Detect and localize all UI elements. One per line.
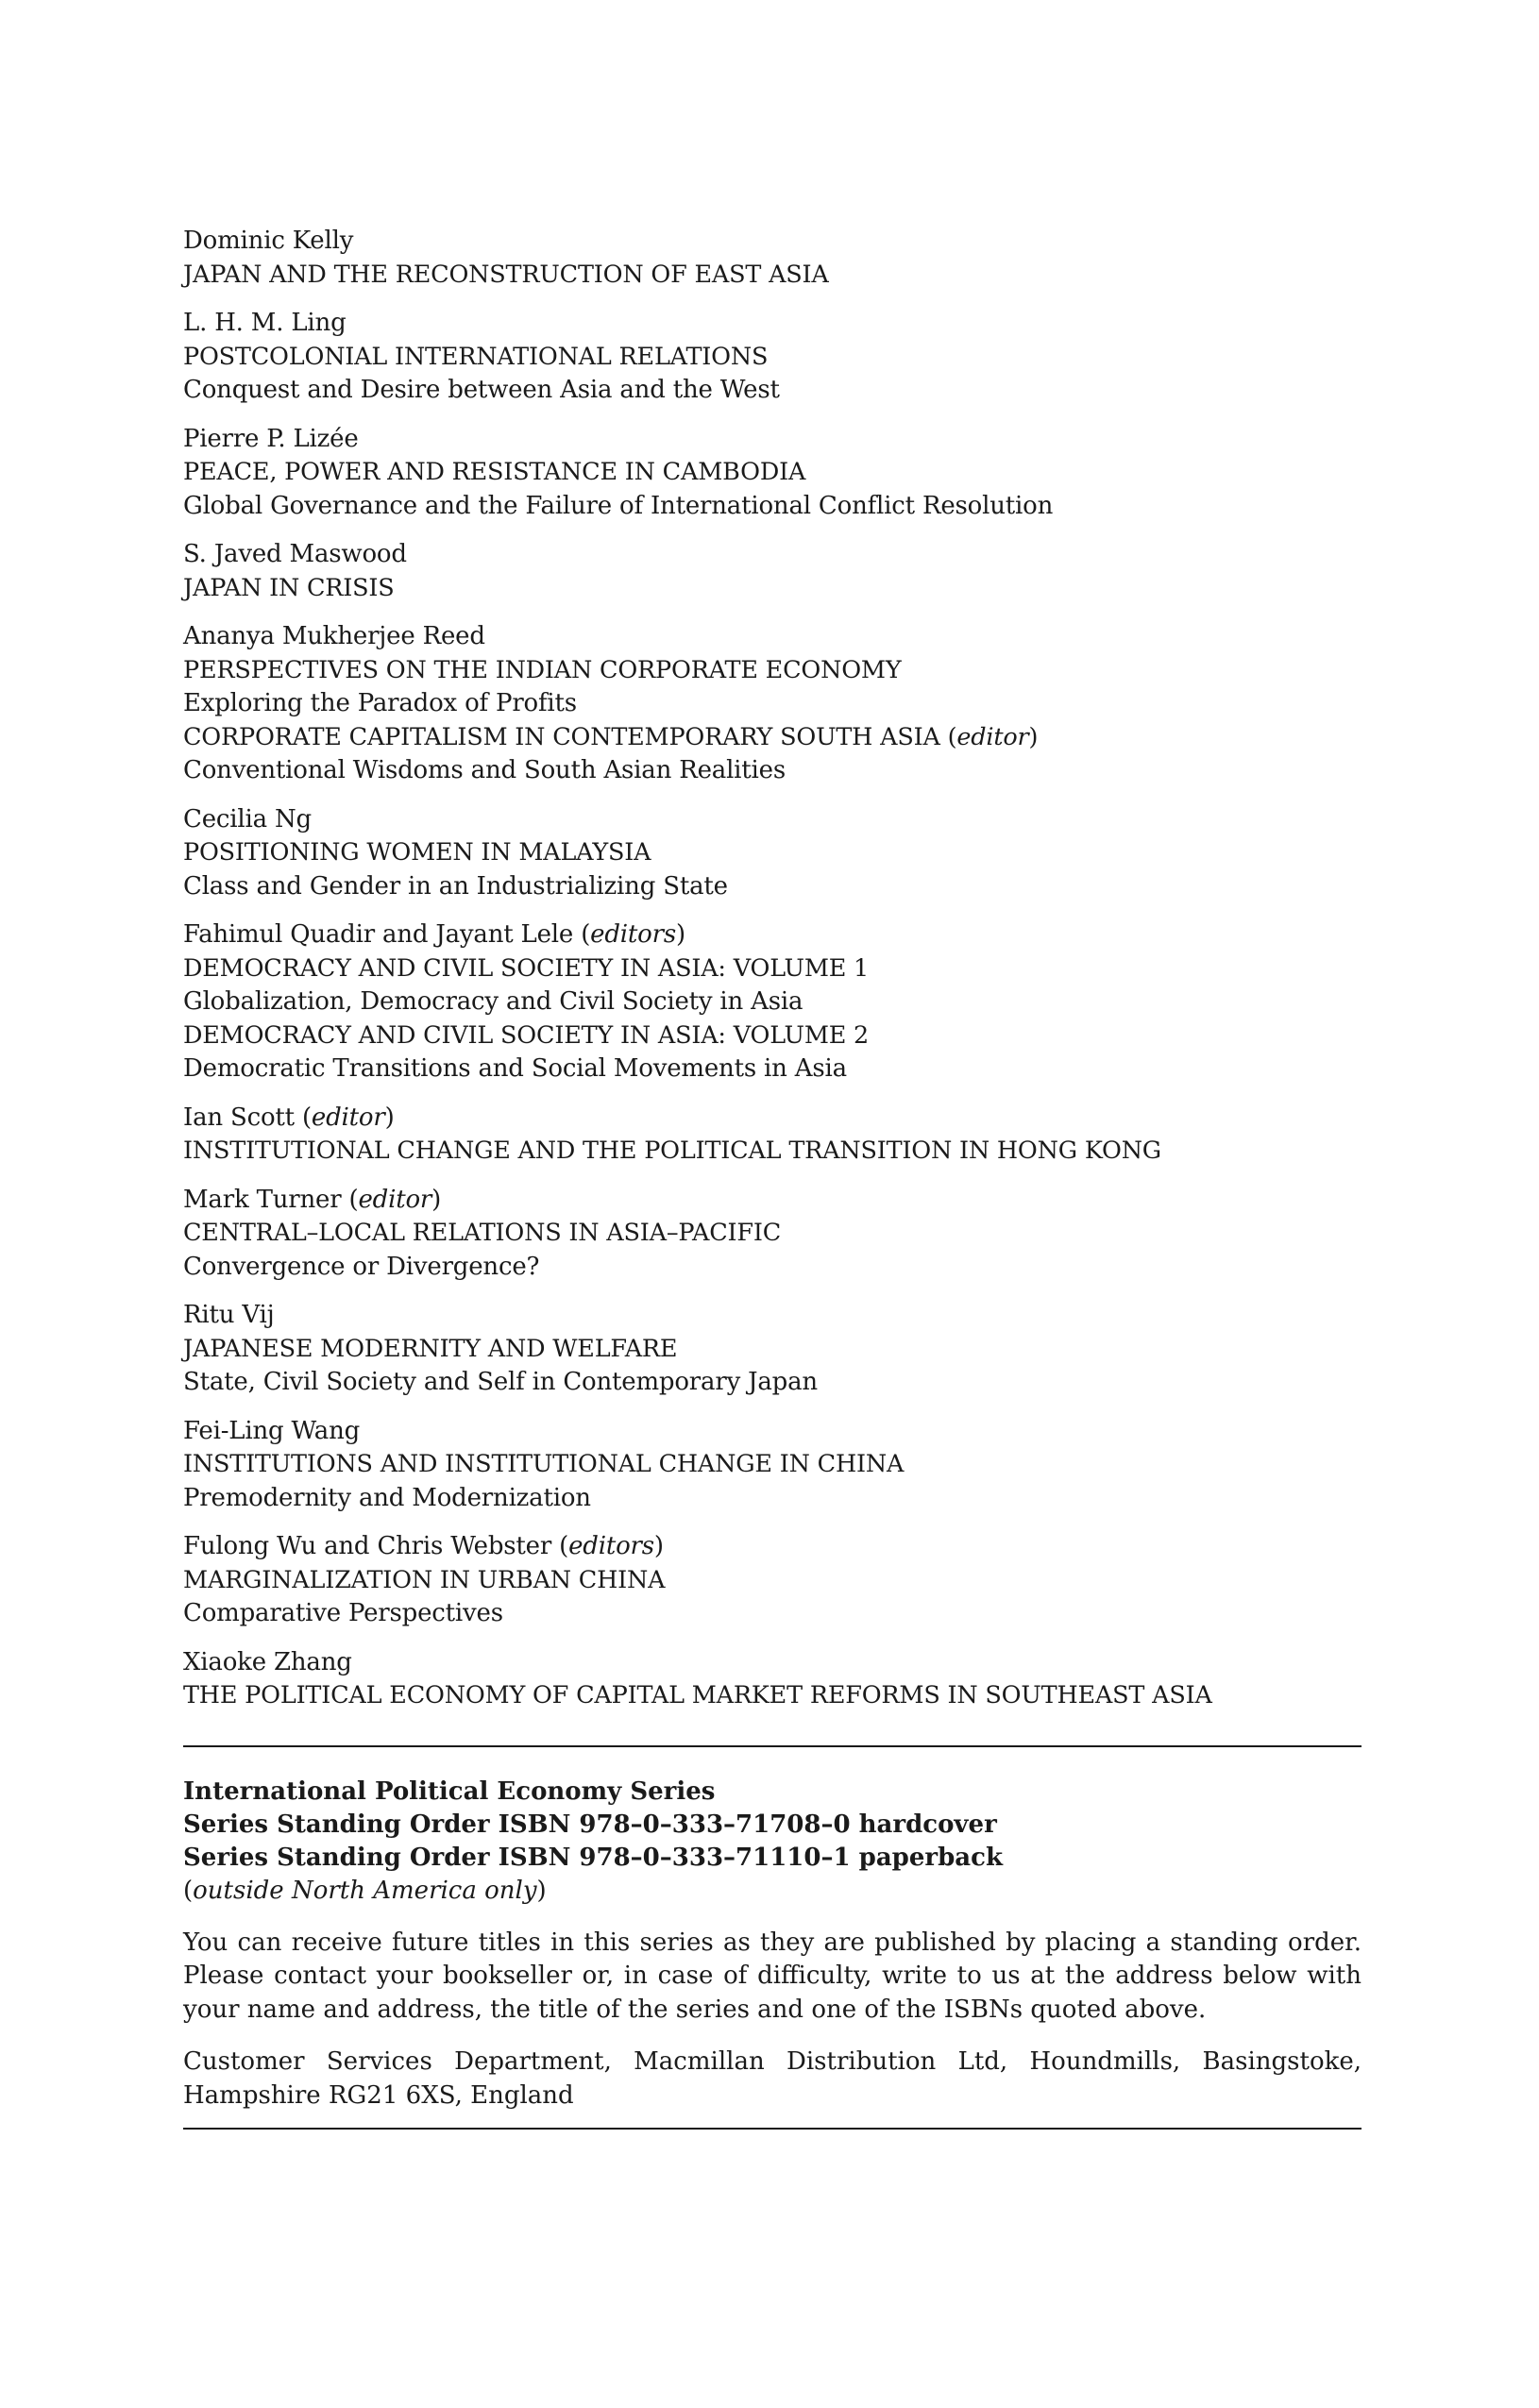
book-subtitle-text: Conventional Wisdoms and South Asian Realities — [183, 756, 786, 784]
list-item — [183, 918, 1361, 1086]
book-subtitle — [183, 1366, 1361, 1400]
author-name — [183, 803, 1361, 837]
region-note: (outside North America only) — [183, 1876, 547, 1905]
isbn-paperback: Series Standing Order ISBN 978–0–333–71110–1 paperback — [183, 1843, 1003, 1872]
list-item — [183, 423, 1361, 524]
list-item — [183, 1646, 1361, 1713]
list-item — [183, 307, 1361, 408]
region-note-text: outside North America only — [193, 1876, 537, 1905]
book-title-text: CENTRAL–LOCAL RELATIONS IN ASIA–PACIFIC — [183, 1219, 782, 1247]
book-subtitle-text: Convergence or Divergence? — [183, 1252, 540, 1281]
author-name-text: Mark Turner — [183, 1185, 342, 1214]
book-title-text: MARGINALIZATION IN URBAN CHINA — [183, 1565, 666, 1594]
author-name — [183, 423, 1361, 457]
author-name: Mark Turner (editor) — [183, 1185, 442, 1214]
book-subtitle-text: Premodernity and Modernization — [183, 1483, 591, 1512]
series-name: International Political Economy Series — [183, 1777, 716, 1806]
book-title-text: PEACE, POWER AND RESISTANCE IN CAMBODIA — [183, 458, 806, 486]
book-subtitle — [183, 490, 1361, 524]
book-subtitle — [183, 1597, 1361, 1631]
book-subtitle — [183, 1251, 1361, 1285]
book-title-text: JAPAN AND THE RECONSTRUCTION OF EAST ASIA — [183, 260, 829, 289]
book-title — [183, 1448, 1361, 1482]
list-item — [183, 1530, 1361, 1631]
book-subtitle-text: Comparative Perspectives — [183, 1599, 503, 1627]
book-subtitle-text: Conquest and Desire between Asia and the West — [183, 376, 780, 404]
book-subtitle-text: Globalization, Democracy and Civil Society in Asia — [183, 987, 803, 1016]
author-name: Fulong Wu and Chris Webster (editors) — [183, 1532, 664, 1560]
list-item — [183, 803, 1361, 904]
book-title-text: JAPAN IN CRISIS — [183, 573, 395, 602]
book-subtitle — [183, 985, 1361, 1019]
list-item — [183, 1299, 1361, 1400]
book-subtitle-text: Exploring the Paradox of Profits — [183, 689, 577, 717]
book-subtitle — [183, 754, 1361, 788]
book-title — [183, 1679, 1361, 1713]
list-item — [183, 538, 1361, 605]
book-subtitle-text: Class and Gender in an Industrializing State — [183, 871, 728, 901]
book-title: CORPORATE CAPITALISM IN CONTEMPORARY SOUTH ASIA (editor) — [183, 722, 1039, 751]
list-item — [183, 1102, 1361, 1169]
author-name — [183, 538, 1361, 572]
book-subtitle — [183, 870, 1361, 904]
book-subtitle-text: State, Civil Society and Self in Contemporary Japan — [183, 1368, 818, 1396]
book-title-text: PERSPECTIVES ON THE INDIAN CORPORATE ECONOMY — [183, 655, 902, 684]
book-title-text: INSTITUTIONS AND INSTITUTIONAL CHANGE IN CHINA — [183, 1450, 905, 1478]
author-name-text: Ritu Vij — [183, 1301, 275, 1329]
book-subtitle — [183, 687, 1361, 721]
author-name-text: Ananya Mukherjee Reed — [183, 622, 485, 650]
book-title-text: POSITIONING WOMEN IN MALAYSIA — [183, 838, 651, 867]
book-title — [183, 456, 1361, 490]
standing-order-paragraph: You can receive future titles in this series as they are published by placing a standing order. Please contact your bookseller or, in case of difficulty, write to us at the address below with your name and address, the title of the series and one of the ISBNs quoted above. — [183, 1928, 1361, 2024]
author-name — [183, 307, 1361, 341]
author-name-text: Cecilia Ng — [183, 804, 312, 834]
book-title-text: JAPANESE MODERNITY AND WELFARE — [183, 1334, 678, 1363]
book-title — [183, 1564, 1361, 1598]
author-name-text: Xiaoke Zhang — [183, 1647, 352, 1676]
author-name — [183, 225, 1361, 259]
book-title — [183, 1217, 1361, 1251]
series-info-block — [183, 1747, 1361, 1908]
bottom-rule — [183, 2128, 1361, 2130]
book-title-text: THE POLITICAL ECONOMY OF CAPITAL MARKET REFORMS IN SOUTHEAST ASIA — [183, 1681, 1212, 1709]
author-name: Fahimul Quadir and Jayant Lele (editors) — [183, 920, 685, 949]
book-page — [183, 225, 1361, 2130]
book-title — [183, 1135, 1361, 1169]
book-title-text: DEMOCRACY AND CIVIL SOCIETY IN ASIA: VOLUME 1 — [183, 953, 870, 983]
list-item — [183, 1184, 1361, 1285]
isbn-hardcover: Series Standing Order ISBN 978–0–333–71708–0 hardcover — [183, 1810, 997, 1839]
author-name-text: Fahimul Quadir and Jayant Lele — [183, 920, 574, 949]
book-title — [183, 836, 1361, 870]
author-role-note: editors — [590, 920, 676, 949]
address-paragraph: Customer Services Department, Macmillan Distribution Ltd, Houndmills, Basingstoke, Hampshire RG21 6XS, England — [183, 2047, 1361, 2110]
list-item — [183, 225, 1361, 292]
book-title — [183, 1019, 1361, 1053]
book-title-text: CORPORATE CAPITALISM IN CONTEMPORARY SOUTH ASIA — [183, 722, 940, 751]
list-item — [183, 1415, 1361, 1516]
book-subtitle — [183, 374, 1361, 408]
author-name — [183, 620, 1361, 654]
author-name-text: S. Javed Maswood — [183, 540, 407, 568]
author-role-note: editors — [568, 1532, 654, 1560]
book-title — [183, 952, 1361, 986]
book-title-text: DEMOCRACY AND CIVIL SOCIETY IN ASIA: VOLUME 2 — [183, 1020, 870, 1050]
author-name — [183, 1646, 1361, 1680]
author-name-text: L. H. M. Ling — [183, 309, 347, 337]
book-title — [183, 654, 1361, 688]
author-name — [183, 1299, 1361, 1333]
book-subtitle — [183, 1482, 1361, 1516]
list-item — [183, 620, 1361, 788]
author-name: Ian Scott (editor) — [183, 1103, 395, 1132]
book-title — [183, 259, 1361, 293]
series-title-list — [183, 225, 1361, 1713]
book-title — [183, 572, 1361, 606]
book-subtitle — [183, 1052, 1361, 1086]
author-name-text: Dominic Kelly — [183, 227, 354, 255]
author-role-note: editor — [358, 1185, 432, 1214]
author-name-text: Pierre P. Lizée — [183, 424, 359, 453]
book-title-text: INSTITUTIONAL CHANGE AND THE POLITICAL TRANSITION IN HONG KONG — [183, 1137, 1161, 1165]
book-title — [183, 341, 1361, 375]
author-name — [183, 1415, 1361, 1449]
book-subtitle-text: Global Governance and the Failure of International Conflict Resolution — [183, 491, 1054, 520]
author-name-text: Fei-Ling Wang — [183, 1416, 361, 1445]
book-title-text: POSTCOLONIAL INTERNATIONAL RELATIONS — [183, 342, 769, 371]
title-role-note: editor — [956, 722, 1029, 751]
author-role-note: editor — [311, 1103, 385, 1132]
author-name-text: Ian Scott — [183, 1103, 295, 1132]
book-subtitle-text: Democratic Transitions and Social Movements in Asia — [183, 1054, 847, 1083]
book-title — [183, 1333, 1361, 1367]
author-name-text: Fulong Wu and Chris Webster — [183, 1532, 552, 1560]
